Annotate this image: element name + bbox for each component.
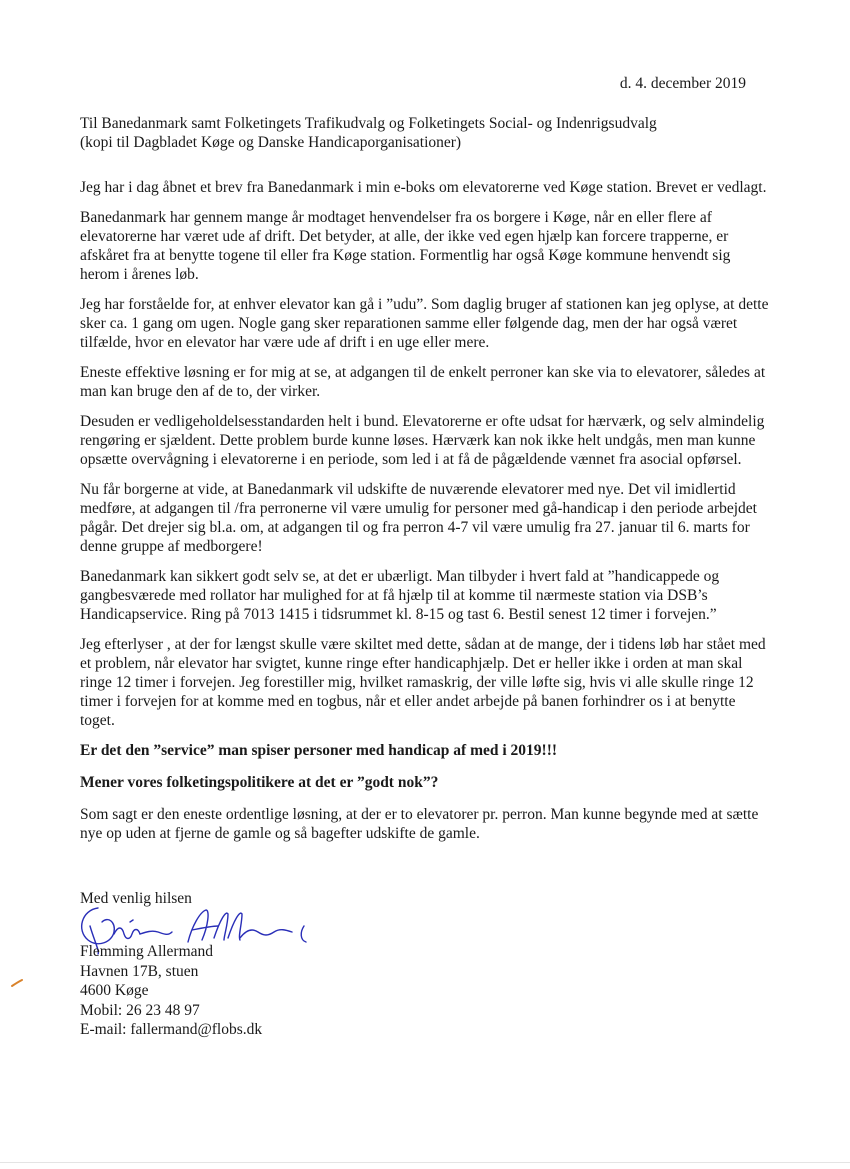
recipients-block [80, 114, 760, 152]
paragraph: Eneste effektive løsning er for mig at se, at adgangen til de enkelt perroner kan ske via to elevatorer, således at man kan bruge den af de to, der virker. [80, 364, 766, 400]
bold-question: Er det den ”service” man spiser personer med handicap af med i 2019!!! [80, 742, 558, 759]
copy-line: (kopi til Dagbladet Køge og Danske Handicaporganisationer) [80, 134, 462, 151]
paragraph: Banedanmark kan sikkert godt selv se, at det er ubærligt. Man tilbyder i hvert fald at ”handicappede og gangbesværede med rollator har mulighed for at få hjælp til at komme til nærmeste station via DSB’s Handicapservice. Ring på 7013 1415 i tidsrummet kl. 8-15 og tast 6. Bestil senest 12 timer i forvejen.” [80, 568, 720, 623]
sender-email: E-mail: fallermand@flobs.dk [80, 1021, 263, 1039]
paragraph: Nu får borgerne at vide, at Banedanmark vil udskifte de nuværende elevatorer med nye. Det vil imidlertid medføre, at adgangen til /fra perronerne vil være umulig for personer med gå-handicap i den periode arbejdet pågår. Det drejer sig bl.a. om, at adgangen til og fra perron 4-7 vil være umulig fra 27. januar til 6. marts for denne gruppe af medborgere! [80, 481, 757, 555]
paragraph: Jeg har forståelde for, at enhver elevator kan gå i ”udu”. Som daglig bruger af stationen kan jeg oplyse, at dette sker ca. 1 gang om ugen. Nogle gang sker reparationen samme eller følgende dag, men der har også været tilfælde, hvor en elevator har være ude af drift i en uge eller mere. [80, 296, 769, 351]
sender-city: 4600 Køge [80, 982, 149, 1000]
sender-mobile: Mobil: 26 23 48 97 [80, 1001, 200, 1019]
stray-ink-mark [10, 975, 24, 985]
sender-street: Havnen 17B, stuen [80, 962, 199, 980]
letter-date: d. 4. december 2019 [619, 75, 746, 92]
scan-edge-line [0, 1162, 850, 1163]
paragraph: Banedanmark har gennem mange år modtaget henvendelser fra os borgere i Køge, når en eller flere af elevatorerne har været ude af drift. Det betyder, at alle, der ikke ved egen hjælp kan forcere trapperne, er afskåret fra at benytte togene til eller fra Køge station. Formentlig har også Køge kommune henvendt sig herom i årenes løb. [80, 209, 731, 283]
final-paragraph: Som sagt er den eneste ordentlige løsning, at der er to elevatorer pr. perron. Man kunne begynde med at sætte nye op uden at fjerne de gamle og så bagefter udskifte de gamle. [80, 806, 759, 842]
sender-block [80, 942, 380, 1040]
closing-salutation: Med venlig hilsen [80, 890, 192, 907]
letter-body [80, 178, 770, 854]
bold-question: Mener vores folketingspolitikere at det er ”godt nok”? [80, 774, 439, 791]
paragraph: Desuden er vedligeholdelsesstandarden helt i bund. Elevatorerne er ofte udsat for hærværk, og selv almindelig rengøring er sjældent. Dette problem burde kunne løses. Hærværk kan nok ikke helt undgås, men man kunne opsætte overvågning i elevatorerne i en periode, som led i at få de pågældende vænnet fra asocial opførsel. [80, 413, 765, 468]
sender-name: Flemming Allermand [80, 943, 214, 960]
recipients-line: Til Banedanmark samt Folketingets Trafikudvalg og Folketingets Social- og Indenrigsudvalg [80, 115, 657, 132]
paragraph: Jeg har i dag åbnet et brev fra Banedanmark i min e-boks om elevatorerne ved Køge station. Brevet er vedlagt. [80, 179, 767, 196]
paragraph: Jeg efterlyser , at der for længst skulle være skiltet med dette, sådan at de mange, der i tidens løb har stået med et problem, når elevator har svigtet, kunne ringe efter handicaphjælp. Det er heller ikke i orden at man skal ringe 12 timer i forvejen. Jeg forestiller mig, hvilket ramaskrig, der ville løfte sig, hvis vi alle skulle ringe 12 timer i forvejen for at komme med en togbus, når et eller andet arbejde på banen forhindrer os i at benytte toget. [80, 636, 766, 729]
